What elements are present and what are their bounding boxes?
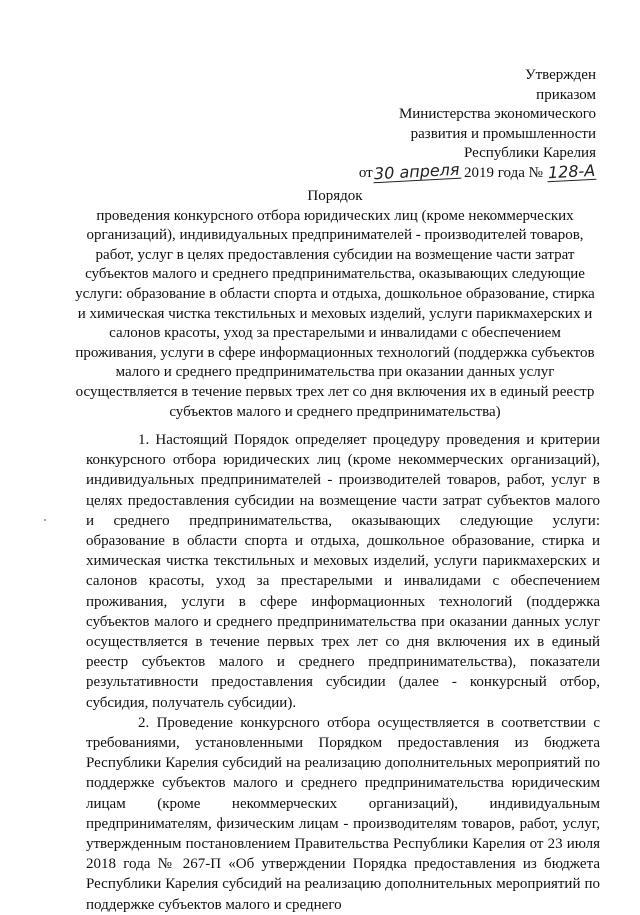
approval-date-line — [326, 159, 596, 184]
paragraph-1: 1. Настоящий Порядок определяет процедуру проведения и критерии конкурсного отбора юридических лиц (кроме некоммерческих организаций), индивидуальных предпринимателей - производителей товаров, работ, услуг в целях предоставления субсидии на возмещение части затрат субъектов малого и среднего предпринимательства, оказывающих следующие услуги: образование в области спорта и отдыха, дошкольное образование, стирка и химическая чистка текстильных и меховых изделий, услуги парикмахерских и салонов красоты, уход за престарелыми и инвалидами с обеспечением проживания, услуги в сфере информационных технологий (поддержка субъектов малого и среднего предпринимательства при оказании данных услуг осуществляется в течение первых трех лет со дня включения их в единый реестр субъектов малого и среднего предпринимательства), показатели результативности предоставления субсидии (далее - конкурсный отбор, субсидия, получатель субсидии). — [86, 432, 600, 711]
approval-line-order: приказом — [536, 86, 596, 103]
document-title — [70, 187, 600, 422]
date-prefix: от — [358, 164, 373, 181]
approval-line-republic: Республики Карелия — [463, 145, 596, 161]
approval-line-ministry: Министерства экономического — [398, 106, 596, 122]
approval-block — [326, 66, 596, 183]
document-body — [86, 430, 600, 915]
handwritten-date: 30 апреля — [373, 159, 460, 183]
date-suffix: 2019 года № — [464, 164, 543, 181]
approval-line-approved: Утвержден — [524, 67, 596, 83]
margin-mark — [44, 519, 46, 521]
title-text: проведения конкурсного отбора юридических лиц (кроме некоммерческих организаций), индивидуальных предпринимателей - производителей товаров, работ, услуг в целях предоставления субсидии на возмещение части затрат субъектов малого и среднего предпринимательства, оказывающих следующие услуги: образование в области спорта и отдыха, дошкольное образование, стирка и химическая чистка текстильных и меховых изделий, услуги парикмахерских и салонов красоты, уход за престарелыми и инвалидами с обеспечением проживания, услуги в сфере информационных технологий (поддержка субъектов малого и среднего предпринимательства при оказании данных услуг осуществляется в течение первых трех лет со дня включения их в единый реестр субъектов малого и среднего предпринимательства) — [75, 207, 595, 420]
handwritten-order-number: 128-А — [547, 160, 596, 182]
approval-line-ministry-cont: развития и промышленности — [410, 125, 596, 142]
title-heading: Порядок — [307, 188, 363, 204]
paragraph-2: 2. Проведение конкурсного отбора осуществляется в соответствии с требованиями, установленными Порядком предоставления из бюджета Республики Карелия субсидий на реализацию дополнительных мероприятий по поддержке субъектов малого и среднего предпринимательства юридическим лицам (кроме некоммерческих организаций), индивидуальным предпринимателям, физическим лицам - производителям товаров, работ, услуг, утвержденным постановлением Правительства Республики Карелия от 23 июля 2018 года № 267-П «Об утверждении Порядка предоставления из бюджета Республики Карелия субсидий на реализацию дополнительных мероприятий по поддержке субъектов малого и среднего — [86, 714, 600, 913]
